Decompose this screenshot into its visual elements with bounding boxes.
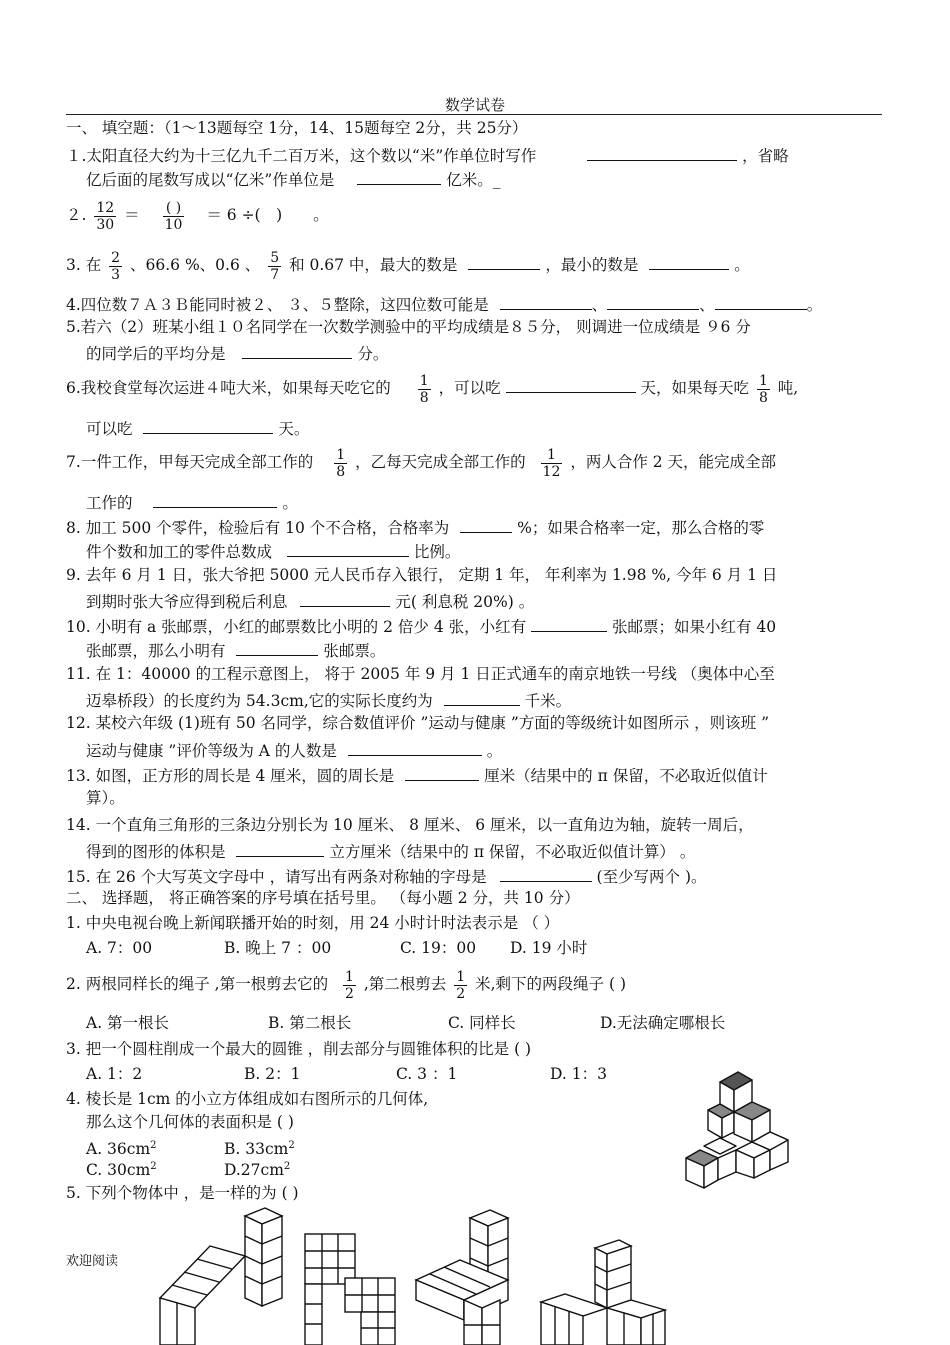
mc-q2-option-a[interactable]: A. 第一根长	[86, 1014, 170, 1032]
mc-q2-option-b[interactable]: B. 第二根长	[268, 1014, 352, 1032]
q6-blank-1[interactable]	[506, 376, 636, 393]
q1-text-c: 亿后面的尾数写成以“亿米”作单位是	[86, 171, 335, 189]
q2-fraction-1: $\frac{12}{30}$	[96, 199, 115, 233]
q15-blank[interactable]	[500, 865, 592, 882]
q3-text-a: 3. 在	[66, 256, 102, 274]
q9-text-b: 到期时张大爷应得到税后利息	[86, 593, 288, 611]
q5-shape-c	[410, 1208, 525, 1345]
mc-q4-line1: 4. 棱长是 1cm 的小立方体组成如右图所示的几何体,	[66, 1090, 429, 1108]
q13-blank[interactable]	[405, 764, 479, 781]
q10-line1	[66, 615, 776, 636]
q2-line	[66, 193, 329, 237]
mc-q5: 5. 下列个物体中 ，是一样的为 ( )	[66, 1184, 299, 1202]
q6-text-c: 天，如果每天吃	[640, 379, 749, 397]
mc-q1: 1. 中央电视台晚上新闻联播开始的时刻，用 24 小时计时法表示是 （ ）	[66, 914, 560, 932]
q4-blank-2[interactable]	[607, 293, 699, 310]
mc-q2-option-d[interactable]: D.无法确定哪根长	[600, 1014, 726, 1032]
section2-header: 二、 选择题， 将正确答案的序号填在括号里。 （每小题 2 分，共 10 分）	[66, 889, 580, 907]
q12-line1: 12. 某校六年级 (1)班有 50 名同学，综合数值评价 ”运动与健康 ”方面的等级统计如图所示 ，则该班 ”	[66, 714, 770, 732]
q3-fraction-1: $\frac{2}{3}$	[111, 249, 121, 283]
q8-line2	[86, 540, 460, 561]
q9-blank[interactable]	[300, 590, 390, 607]
q7-blank[interactable]	[153, 491, 277, 508]
q6-text-e: 可以吃	[86, 420, 133, 438]
q1-text-d: 亿米。_	[446, 171, 501, 189]
q5-shape-d	[535, 1238, 675, 1345]
page-title: 数学试卷	[444, 96, 505, 114]
q6-blank-2[interactable]	[143, 417, 273, 434]
q10-text-d: 张邮票。	[323, 642, 386, 660]
q12-text-b: 运动与健康 ”评价等级为 A 的人数是	[86, 742, 337, 760]
q1-blank-2[interactable]	[357, 168, 441, 185]
q1-line1	[66, 144, 789, 165]
q14-line2	[86, 840, 695, 861]
q5-blank[interactable]	[242, 342, 352, 359]
q7-fraction-1: $\frac{1}{8}$	[336, 446, 346, 480]
mc-q1-options	[86, 939, 587, 957]
q11-line2	[86, 689, 571, 710]
q7-text-b: ，乙每天完成全部工作的	[355, 453, 526, 471]
q15-text-a: 15. 在 26 个大写英文字母中 ，请写出有两条对称轴的字母是	[66, 868, 487, 886]
q6-line2	[86, 417, 309, 438]
q4-sep-1: 、	[591, 296, 608, 314]
q6-fraction-2: $\frac{1}{8}$	[758, 372, 768, 406]
q3-fraction-2: $\frac{5}{7}$	[270, 249, 280, 283]
mc-q3-option-a[interactable]: A. 1：2	[86, 1065, 143, 1083]
q13-line1	[66, 764, 768, 785]
q4-line	[66, 293, 822, 314]
q12-text-c: 。	[486, 742, 503, 760]
q4-text: 4.四位数７Ａ３Ｂ能同时被２、 ３、５整除，这四位数可能是	[66, 296, 489, 314]
q7-text-c: ，两人合作 2 天，能完成全部	[570, 453, 777, 471]
q7-line2	[86, 491, 298, 512]
mc-q2-fraction-2: $\frac{1}{2}$	[456, 968, 466, 1002]
mc-q2	[66, 964, 626, 1004]
q5-text-b: 的同学后的平均分是	[86, 345, 226, 363]
q3-text-d: ，最小的数是	[545, 256, 639, 274]
q4-blank-1[interactable]	[500, 293, 592, 310]
q2-rest: ＝ 6 ÷( ) 。	[206, 206, 329, 224]
q7-line1	[66, 442, 776, 482]
q11-text-b: 迈皋桥段）的长度约为 54.3cm,它的实际长度约为	[86, 692, 433, 710]
mc-q1-option-a[interactable]: A. 7：00	[86, 939, 153, 957]
q8-text-d: 比例。	[413, 543, 461, 561]
q10-line2	[86, 639, 385, 660]
q8-blank-2[interactable]	[287, 540, 409, 557]
q2-equals: ＝	[124, 206, 140, 224]
q4-blank-3[interactable]	[715, 293, 807, 310]
q6-text-d: 吨,	[777, 379, 799, 397]
q8-text-b: %；如果合格率一定，那么合格的零	[517, 519, 765, 537]
q3-text-c: 和 0.67 中，最大的数是	[289, 256, 458, 274]
q14-blank[interactable]	[236, 840, 324, 857]
mc-q1-option-b[interactable]: B. 晚上 7 ：00	[224, 939, 332, 957]
q13-text-b: 厘米（结果中的 π 保留，不必取近似值计	[484, 767, 768, 785]
q3-blank-1[interactable]	[468, 253, 540, 270]
q1-text-b: ，省略	[742, 147, 789, 165]
q3-text-b: 、66.6 %、0.6 、	[130, 256, 261, 274]
q3-text-e: 。	[734, 256, 750, 274]
q9-line2	[86, 590, 534, 611]
q8-blank-1[interactable]	[460, 516, 512, 533]
q10-blank-1[interactable]	[531, 615, 607, 632]
q13-text-a: 13. 如图，正方形的周长是 4 厘米，圆的周长是	[66, 767, 395, 785]
mc-q3-options	[86, 1065, 607, 1083]
mc-q4-option-d[interactable]: $D.27cm^2$	[224, 1161, 291, 1180]
mc-q3: 3. 把一个圆柱削成一个最大的圆锥 ，削去部分与圆锥体积的比是 ( )	[66, 1040, 532, 1058]
q11-blank[interactable]	[444, 689, 520, 706]
q12-line2	[86, 739, 502, 760]
q7-text-e: 。	[282, 494, 298, 512]
q12-blank[interactable]	[348, 739, 482, 756]
q2-fraction-2[interactable]: $\frac{( )}{10}$	[164, 199, 183, 233]
q5-line1: 5.若六（2）班某小组１０名同学在一次数学测验中的平均成绩是８５分， 则调进一位成绩是 ９6 分	[66, 318, 751, 336]
mc-q3-option-c[interactable]: C. 3 ：1	[396, 1065, 458, 1083]
q4-sep-2: 、	[699, 296, 715, 314]
mc-q1-option-d[interactable]: D. 19 小时	[510, 939, 588, 957]
q14-text-b: 得到的图形的体积是	[86, 843, 226, 861]
q9-line1: 9. 去年 6 月 1 日，张大爷把 5000 元人民币存入银行， 定期 1 年， 年利率为 1.98 %, 今年 6 月 1 日	[66, 566, 778, 584]
page-footer: 欢迎阅读	[66, 1254, 119, 1269]
q3-blank-2[interactable]	[649, 253, 729, 270]
q11-line1: 11. 在 1：40000 的工程示意图上， 将于 2005 年 9 月 1 日正式通车的南京地铁一号线 （奥体中心至	[66, 665, 775, 683]
q2-number: ２.	[66, 206, 87, 224]
q15-line	[66, 865, 707, 886]
section1-header: 一、 填空题：（1～13题每空 1分，14、15题每空 2分，共 25分）	[66, 119, 528, 137]
q3-line	[66, 245, 750, 285]
q10-text-a: 10. 小明有 a 张邮票，小红的邮票数比小明的 2 倍少 4 张，小红有	[66, 618, 527, 636]
cube-pyramid-figure	[680, 1066, 800, 1196]
mc-q2-fraction-1: $\frac{1}{2}$	[345, 968, 354, 1002]
q1-blank-1[interactable]	[587, 144, 737, 161]
q7-text-d: 工作的	[86, 494, 133, 512]
mc-q2-text-b: ,第二根剪去	[363, 975, 447, 993]
mc-q1-option-c[interactable]: C. 19：00	[400, 939, 477, 957]
q5-text-c: 分。	[357, 345, 389, 363]
mc-q4-option-c[interactable]: C. $30cm^2$	[86, 1161, 157, 1180]
mc-q4-options-row1	[86, 1137, 295, 1158]
mc-q3-option-b[interactable]: B. 2：1	[244, 1065, 301, 1083]
q6-text-a: 6.我校食堂每次运进４吨大米，如果每天吃它的	[66, 379, 391, 397]
mc-q2-text-a: 2. 两根同样长的绳子 ,第一根剪去它的	[66, 975, 329, 993]
q6-fraction-1: $\frac{1}{8}$	[419, 372, 429, 406]
q1-line2	[86, 168, 501, 189]
title-rule	[66, 114, 882, 115]
q10-text-c: 张邮票，那么小明有	[86, 642, 226, 660]
q11-text-c: 千米。	[524, 692, 572, 710]
q5-shape-b	[295, 1228, 405, 1345]
q6-text-b: ，可以吃	[438, 379, 501, 397]
q10-text-b: 张邮票；如果小红有 40	[611, 618, 777, 636]
mc-q2-text-c: 米,剩下的两段绳子 ( )	[475, 975, 626, 993]
q5-line2	[86, 342, 388, 363]
q6-text-f: 天。	[278, 420, 310, 438]
q14-text-c: 立方厘米（结果中的 π 保留，不必取近似值计算） 。	[329, 843, 696, 861]
q7-text-a: 7.一件工作，甲每天完成全部工作的	[66, 453, 314, 471]
q14-line1: 14. 一个直角三角形的三条边分别长为 10 厘米、 8 厘米、 6 厘米，以一直角边为轴，旋转一周后，	[66, 816, 754, 834]
q8-text-a: 8. 加工 500 个零件，检验后有 10 个不合格，合格率为	[66, 519, 450, 537]
q10-blank-2[interactable]	[236, 639, 318, 656]
mc-q3-option-d[interactable]: D. 1：3	[550, 1065, 607, 1083]
q9-text-c: 元( 利息税 20%) 。	[395, 593, 535, 611]
mc-q4-option-b[interactable]: B. $33cm^2$	[224, 1140, 295, 1159]
mc-q4-option-a[interactable]: A. $36cm^2$	[86, 1140, 157, 1159]
mc-q4-line2: 那么这个几何体的表面积是 ( )	[86, 1113, 294, 1131]
q8-line1	[66, 516, 764, 537]
mc-q4-options-row2	[86, 1158, 290, 1179]
mc-q2-options	[86, 1014, 725, 1032]
q1-text-a: １.太阳直径大约为十三亿九千二百万米，这个数以“米”作单位时写作	[66, 147, 537, 165]
q5-shape-a	[150, 1206, 290, 1345]
q4-end: 。	[806, 296, 823, 314]
q6-line1	[66, 368, 798, 408]
q13-line2: 算）。	[86, 789, 125, 807]
mc-q2-option-c[interactable]: C. 同样长	[448, 1014, 516, 1032]
q8-text-c: 件个数和加工的零件总数成	[86, 543, 273, 561]
q7-fraction-2: $\frac{1}{12}$	[542, 446, 561, 480]
q15-text-b: (至少写两个 )。	[596, 868, 707, 886]
